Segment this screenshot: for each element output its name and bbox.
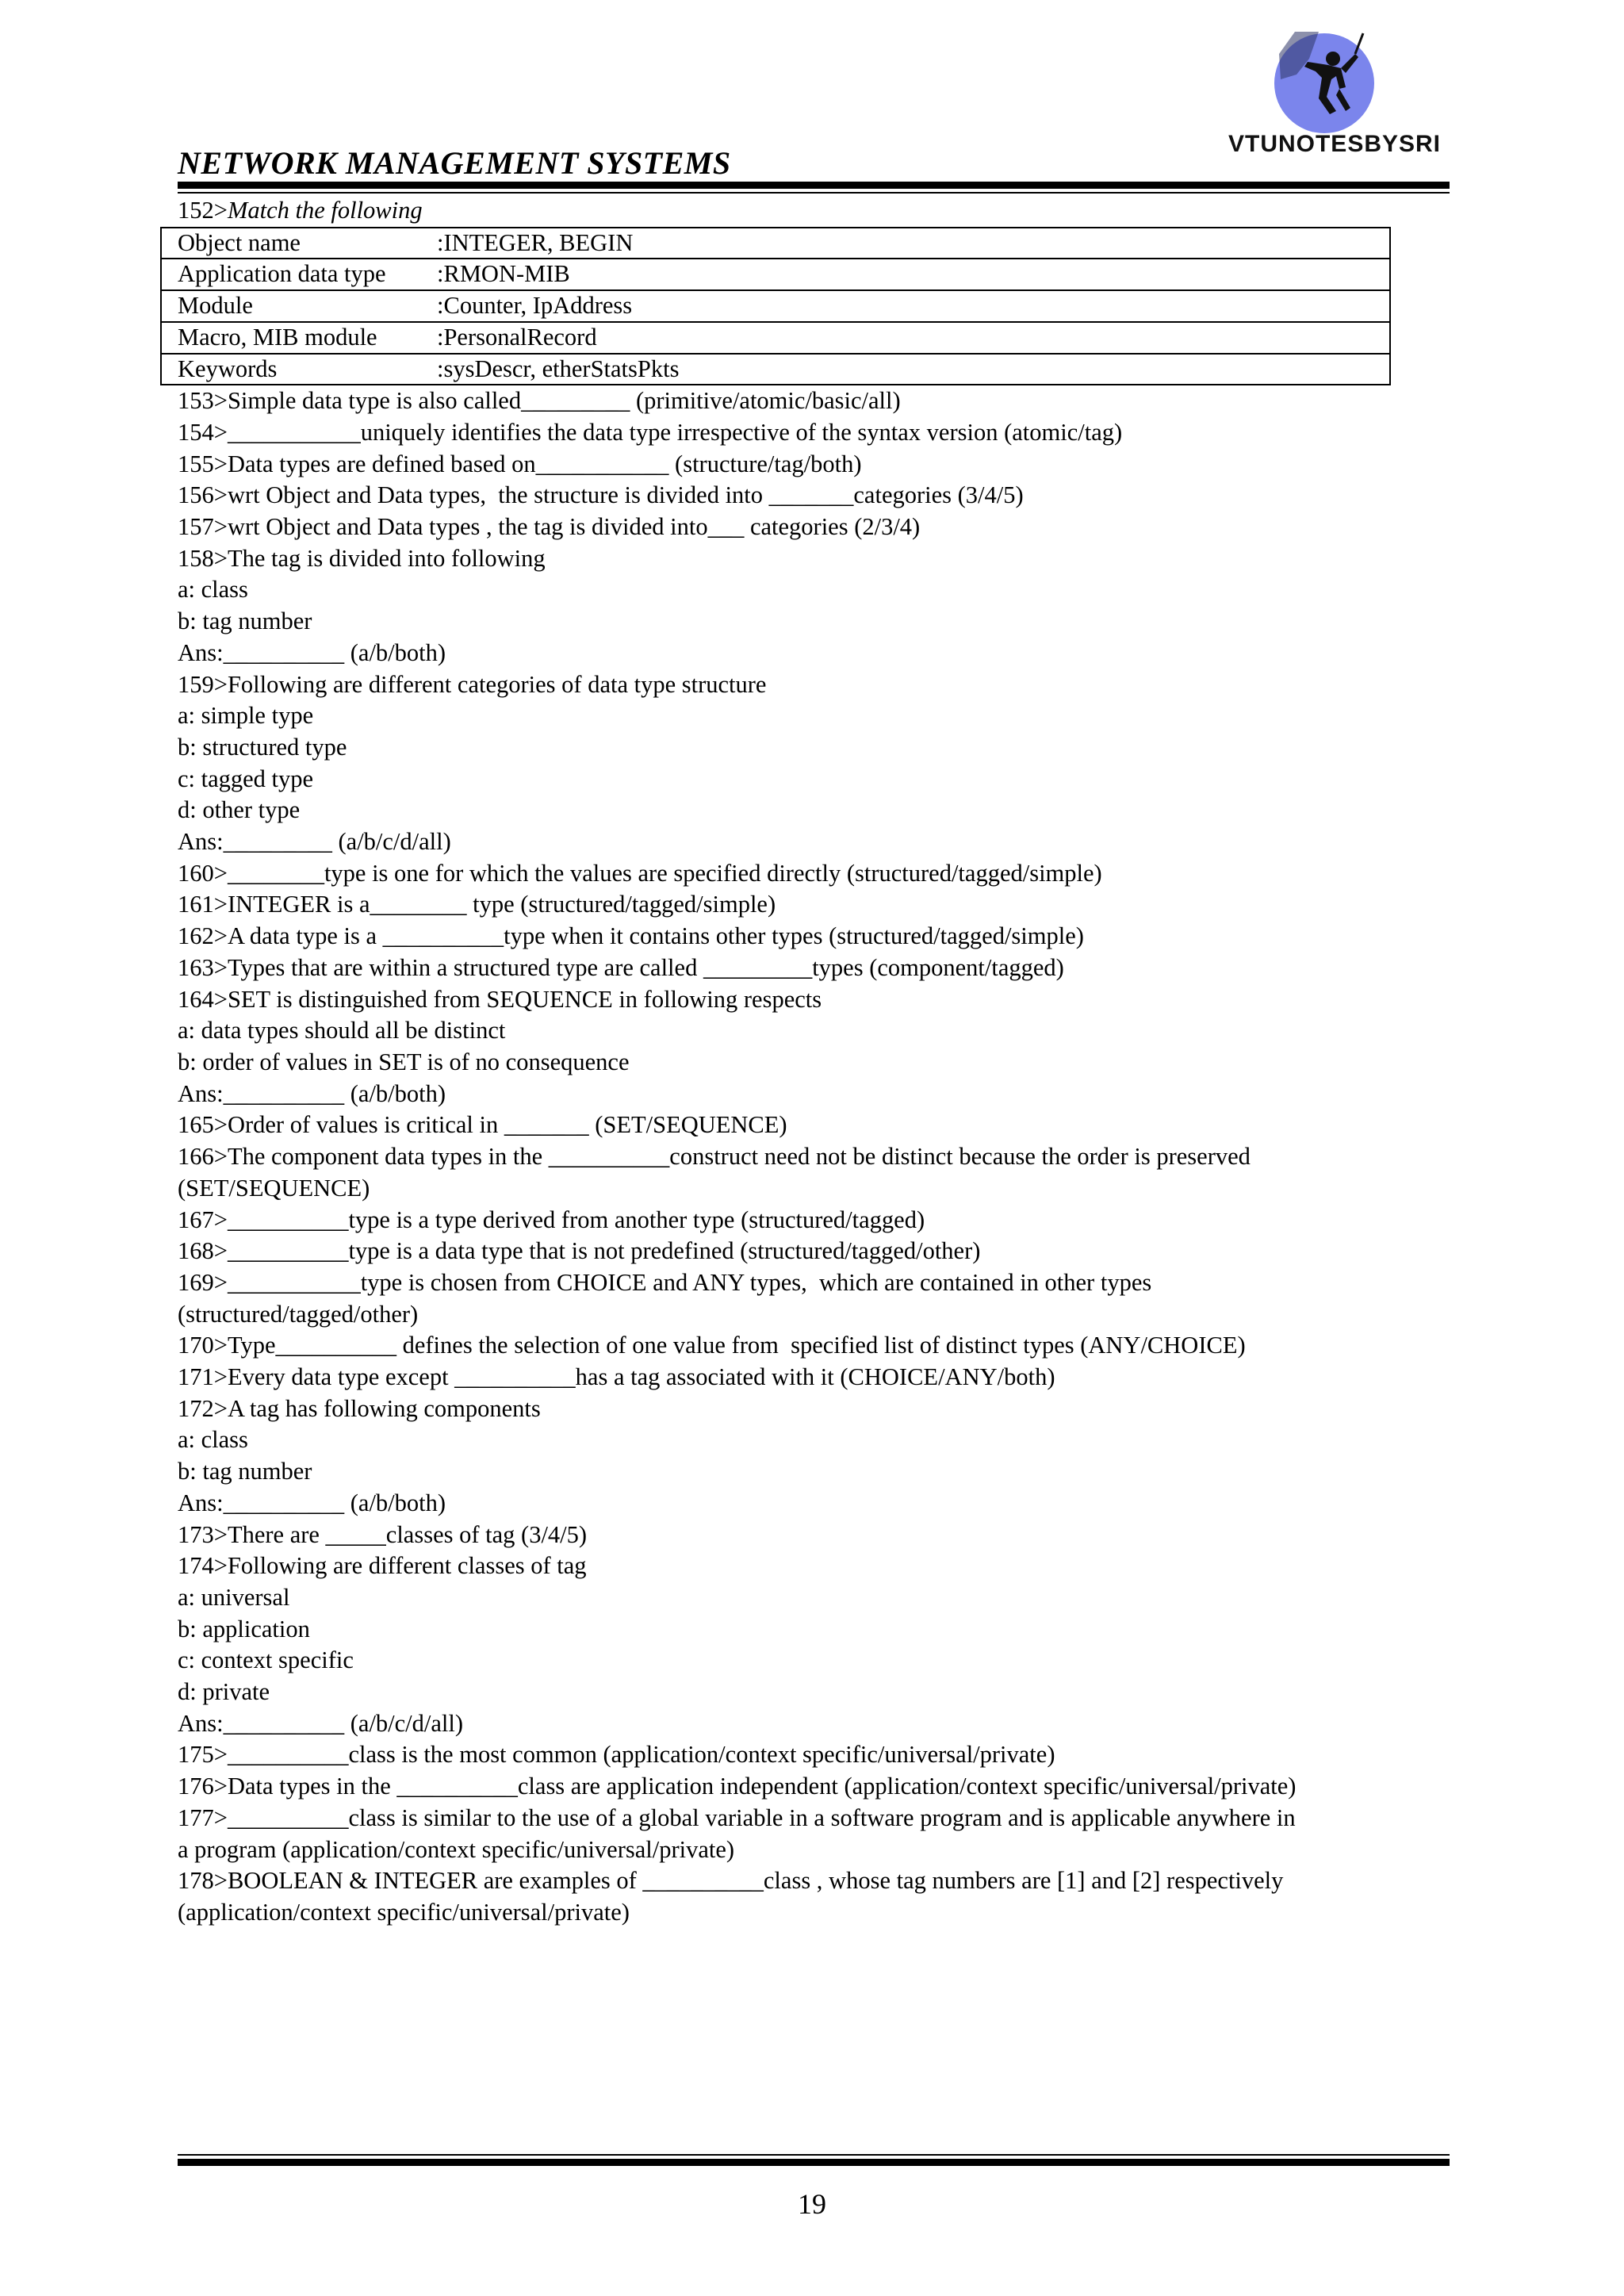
text-line: 172>A tag has following components <box>178 1394 541 1422</box>
text-line: 158>The tag is divided into following <box>178 544 546 572</box>
question-152-prompt: Match the following <box>227 197 423 224</box>
table-row: Object name :INTEGER, BEGIN <box>161 228 1390 259</box>
text-line: c: tagged type <box>178 765 314 792</box>
text-line: 167>__________type is a type derived from another type (structured/tagged) <box>178 1205 925 1233</box>
text-line: b: tag number <box>178 1458 312 1485</box>
table-row: Macro, MIB module :PersonalRecord <box>161 322 1390 354</box>
text-line: 161>INTEGER is a________ type (structured/tagged/simple) <box>178 891 776 918</box>
match-table <box>160 227 1391 386</box>
text-line: 162>A data type is a __________type when it contains other types (structured/tagged/simple) <box>178 922 1084 950</box>
text-line: 154>___________uniquely identifies the data type irrespective of the syntax version (atomic/tag) <box>178 418 1123 446</box>
text-line: 177>__________class is similar to the use of a global variable in a software program and is applicable anywhere in <box>178 1803 1296 1831</box>
text-line: (application/context specific/universal/private) <box>178 1898 630 1926</box>
text-line: 176>Data types in the __________class are application independent (application/context specific/universal/private) <box>178 1773 1297 1800</box>
footer-rule-thick <box>178 2159 1450 2166</box>
text-line: 173>There are _____classes of tag (3/4/5) <box>178 1520 588 1548</box>
question-lines <box>178 385 1454 1928</box>
text-line: 163>Types that are within a structured type are called _________types (component/tagged) <box>178 953 1064 981</box>
text-line: 168>__________type is a data type that is not predefined (structured/tagged/other) <box>178 1237 981 1265</box>
table-row: Keywords :sysDescr, etherStatsPkts <box>161 354 1390 385</box>
text-line: c: context specific <box>178 1646 354 1674</box>
text-line: a: data types should all be distinct <box>178 1017 506 1045</box>
text-line: Ans:__________ (a/b/c/d/all) <box>178 1709 464 1737</box>
footer-rule-thin <box>178 2154 1450 2156</box>
text-line: Ans:__________ (a/b/both) <box>178 1489 446 1516</box>
question-list <box>178 195 1454 1929</box>
text-line: 171>Every data type except __________has a tag associated with it (CHOICE/ANY/both) <box>178 1363 1055 1391</box>
text-line: b: structured type <box>178 733 347 761</box>
text-line: 160>________type is one for which the values are specified directly (structured/tagged/simple) <box>178 859 1102 887</box>
text-line: 178>BOOLEAN & INTEGER are examples of __________class , whose tag numbers are [1] and [2] respectively <box>178 1867 1284 1895</box>
brand-name: VTUNOTESBYSRI <box>1228 131 1442 157</box>
text-line: (SET/SEQUENCE) <box>178 1174 370 1202</box>
text-line: Ans:_________ (a/b/c/d/all) <box>178 828 451 856</box>
text-line: d: private <box>178 1678 270 1706</box>
text-line: Ans:__________ (a/b/both) <box>178 1079 446 1107</box>
header-rule-thin <box>178 192 1450 194</box>
question-152: 152>Match the following <box>178 197 423 224</box>
text-line: a: class <box>178 1426 248 1454</box>
text-line: 175>__________class is the most common (application/context specific/universal/private) <box>178 1741 1055 1769</box>
text-line: d: other type <box>178 796 301 824</box>
text-line: (structured/tagged/other) <box>178 1300 419 1328</box>
text-line: 164>SET is distinguished from SEQUENCE in following respects <box>178 985 822 1013</box>
text-line: 169>___________type is chosen from CHOICE and ANY types, which are contained in other types <box>178 1268 1152 1296</box>
text-line: Ans:__________ (a/b/both) <box>178 638 446 666</box>
text-line: a program (application/context specific/universal/private) <box>178 1835 735 1863</box>
text-line: 166>The component data types in the __________construct need not be distinct because the order is preserved <box>178 1143 1251 1171</box>
document-title: NETWORK MANAGEMENT SYSTEMS <box>178 145 731 181</box>
text-line: 165>Order of values is critical in _______ (SET/SEQUENCE) <box>178 1111 787 1139</box>
text-line: 159>Following are different categories of data type structure <box>178 670 767 698</box>
text-line: 156>wrt Object and Data types, the structure is divided into _______categories (3/4/5) <box>178 481 1024 509</box>
table-row: Module :Counter, IpAddress <box>161 290 1390 322</box>
text-line: b: application <box>178 1615 310 1642</box>
text-line: a: universal <box>178 1583 290 1611</box>
page-number: 19 <box>798 2188 826 2220</box>
header-rule-thick <box>178 182 1450 189</box>
text-line: b: tag number <box>178 608 312 635</box>
text-line: a: simple type <box>178 702 314 730</box>
text-line: 174>Following are different classes of tag <box>178 1552 587 1580</box>
text-line: 157>wrt Object and Data types , the tag is divided into___ categories (2/3/4) <box>178 513 921 541</box>
climber-logo-icon <box>1273 32 1376 135</box>
table-row: Application data type :RMON-MIB <box>161 259 1390 290</box>
text-line: 153>Simple data type is also called_________ (primitive/atomic/basic/all) <box>178 387 901 415</box>
text-line: 155>Data types are defined based on___________ (structure/tag/both) <box>178 450 862 477</box>
text-line: 170>Type__________ defines the selection of one value from specified list of distinct types (ANY/CHOICE) <box>178 1332 1246 1359</box>
text-line: b: order of values in SET is of no consequence <box>178 1048 630 1075</box>
text-line: a: class <box>178 576 248 604</box>
